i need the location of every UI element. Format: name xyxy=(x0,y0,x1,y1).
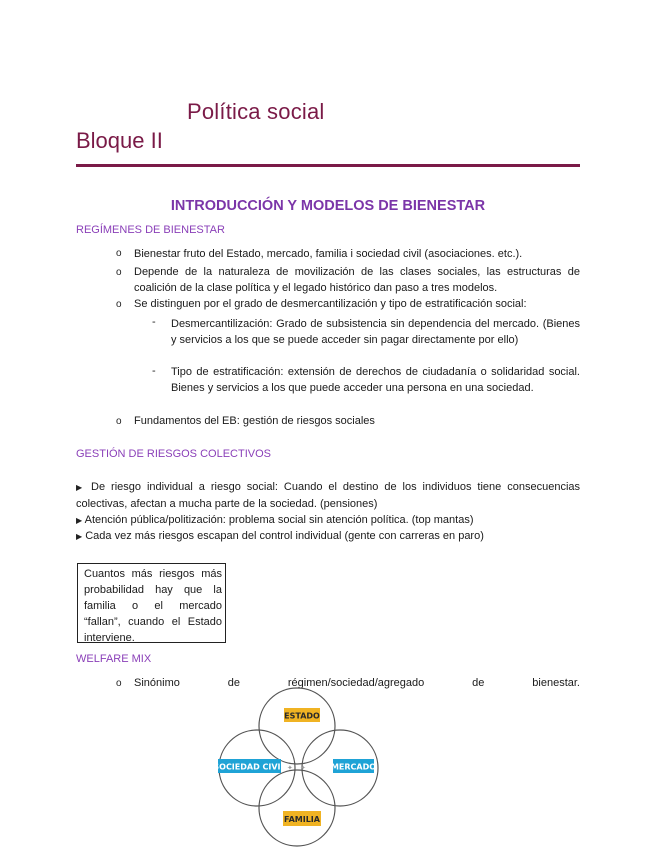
block-title: Bloque II xyxy=(76,128,163,153)
estado-label: ESTADO xyxy=(284,711,320,721)
main-heading: INTRODUCCIÓN Y MODELOS DE BIENESTAR xyxy=(170,198,486,214)
list-item: Se distinguen por el grado de desmercantilización y tipo de estratificación social: xyxy=(134,298,527,310)
familia-circle xyxy=(259,770,335,846)
bullet-circle-icon: o xyxy=(116,248,122,259)
bullet-dash-icon: - xyxy=(152,365,156,377)
list-item: Fundamentos del EB: gestión de riesgos sociales xyxy=(134,415,375,427)
bullet-circle-icon: o xyxy=(116,678,122,689)
triangle-bullet-icon: ▶ xyxy=(76,483,86,492)
section-welfare-title: WELFARE MIX xyxy=(76,653,152,665)
list-item: Bienestar fruto del Estado, mercado, familia i sociedad civil (asociaciones. etc.). xyxy=(134,248,523,260)
section-gestion-title: GESTIÓN DE RIESGOS COLECTIVOS xyxy=(76,448,271,460)
bullet-circle-icon: o xyxy=(116,416,122,427)
gestion-item-text: Atención pública/politización: problema social sin atención política. (top mantas) xyxy=(84,514,474,526)
bullet-circle-icon: o xyxy=(116,299,122,310)
document-title: Política social xyxy=(187,99,325,124)
bullet-circle-icon: o xyxy=(116,267,122,278)
note-box: Cuantos más riesgos más probabilidad hay que la familia o el mercado “fallan”, cuando el Estado interviene. xyxy=(77,563,226,643)
sub-list-item: Tipo de estratificación: extensión de derechos de ciudadanía o solidaridad social. Bienes y servicios a los que puede acceder una persona en una sociedad. xyxy=(171,366,580,394)
star-icon: ✦ xyxy=(300,764,306,772)
sub-list-item: Desmercantilización: Grado de subsistencia sin dependencia del mercado. (Bienes y servicios a los que se puede acceder sin pagar directamente por ello) xyxy=(171,318,580,346)
mercado-label: MERCADO xyxy=(330,762,377,772)
star-icon: ✦ xyxy=(287,764,293,772)
triangle-bullet-icon: ▶ xyxy=(76,516,83,525)
gestion-item-text: Cada vez más riesgos escapan del control individual (gente con carreras en paro) xyxy=(85,530,484,542)
list-item: Sinónimo de régimen/sociedad/agregado de bienestar. xyxy=(134,677,580,689)
bullet-dash-icon: - xyxy=(152,316,156,328)
sociedad-civil-label: SOCIEDAD CIVIL xyxy=(213,762,286,772)
section-regimenes-title: REGÍMENES DE BIENESTAR xyxy=(76,224,225,236)
familia-label: FAMILIA xyxy=(284,815,320,824)
estado-circle xyxy=(259,688,335,764)
list-item: Depende de la naturaleza de movilización de las clases sociales, las estructuras de coalición de la clase política y el legado histórico dan paso a tres modelos. xyxy=(134,266,580,294)
gestion-item-text: De riesgo individual a riesgo social: Cuando el destino de los individuos tiene consecuencias colectivas, afectan a mucha parte de la sociedad. (pensiones) xyxy=(76,481,581,510)
triangle-bullet-icon: ▶ xyxy=(76,532,83,541)
